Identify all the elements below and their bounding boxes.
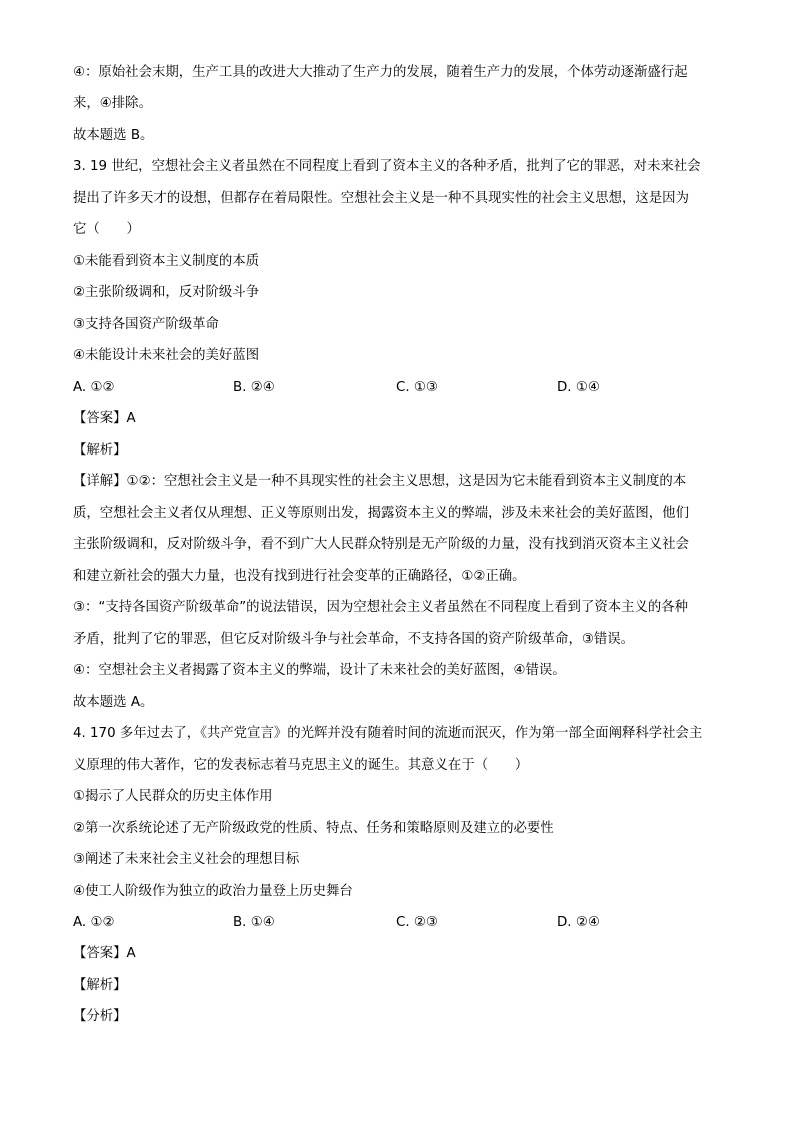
q4-answer: 【答案】A	[73, 946, 136, 961]
prev-conclusion: 故本题选 B。	[73, 128, 154, 143]
q4-statement-1: ①揭示了人民群众的历史主体作用	[73, 789, 273, 804]
q4-statement-2: ②第一次系统论述了无产阶级政党的性质、特点、任务和策略原则及建立的必要性	[73, 821, 554, 836]
q4-stem-line-2: 义原理的伟大著作，它的发表标志着马克思主义的诞生。其意义在于（ ）	[73, 758, 529, 773]
q4-analysis-heading: 【解析】	[73, 978, 127, 993]
q4-choice-b: B. ①④	[233, 915, 275, 930]
q3-choice-a: A. ①②	[73, 380, 115, 395]
q4-choice-a: A. ①②	[73, 915, 115, 930]
q4-choice-c: C. ②③	[396, 915, 438, 930]
q3-detail-line-6: 矛盾，批判了它的罪恶，但它反对阶级斗争与社会革命，不支持各国的资产阶级革命，③错误。	[73, 632, 635, 647]
q4-statement-3: ③阐述了未来社会主义社会的理想目标	[73, 852, 300, 867]
q3-stem-line-3: 它（ ）	[73, 222, 140, 237]
q3-stem-line-2: 提出了许多天才的设想，但都存在着局限性。空想社会主义是一种不具现实性的社会主义思想，这是因为	[73, 191, 689, 206]
prev-analysis-line-2: 来，④排除。	[73, 96, 152, 111]
q3-detail-line-1: 【详解】①②：空想社会主义是一种不具现实性的社会主义思想，这是因为它未能看到资本主义制度的本	[73, 474, 687, 489]
q3-detail-line-3: 主张阶级调和，反对阶级斗争，看不到广大人民群众特别是无产阶级的力量，没有找到消灭资本主义社会	[73, 537, 689, 552]
q3-detail-line-7: ④：空想社会主义者揭露了资本主义的弊端，设计了未来社会的美好蓝图，④错误。	[73, 663, 566, 678]
q3-statement-2: ②主张阶级调和，反对阶级斗争	[73, 285, 260, 300]
q3-analysis-heading: 【解析】	[73, 443, 127, 458]
q4-statement-4: ④使工人阶级作为独立的政治力量登上历史舞台	[73, 884, 353, 899]
q4-fenxi-heading: 【分析】	[73, 1009, 127, 1024]
q3-stem-line-1: 3. 19 世纪，空想社会主义者虽然在不同程度上看到了资本主义的各种矛盾，批判了它的罪恶，对未来社会	[73, 159, 701, 174]
q3-answer: 【答案】A	[73, 411, 136, 426]
q3-detail-line-4: 和建立新社会的强大力量，也没有找到进行社会变革的正确路径，①②正确。	[73, 569, 526, 584]
q3-choice-b: B. ②④	[233, 380, 275, 395]
q3-choice-d: D. ①④	[557, 380, 600, 395]
q4-stem-line-1: 4. 170 多年过去了，《共产党宣言》的光辉并没有随着时间的流逝而泯灭，作为第一部全面阐释科学社会主	[73, 726, 703, 741]
q4-choice-d: D. ②④	[557, 915, 600, 930]
q3-detail-line-2: 质，空想社会主义者仅从理想、正义等原则出发，揭露资本主义的弊端，涉及未来社会的美好蓝图，他们	[73, 506, 689, 521]
q3-statement-4: ④未能设计未来社会的美好蓝图	[73, 348, 260, 363]
prev-analysis-line-1: ④：原始社会末期，生产工具的改进大大推动了生产力的发展，随着生产力的发展，个体劳动逐渐盛行起	[73, 65, 688, 80]
q3-statement-3: ③支持各国资产阶级革命	[73, 317, 219, 332]
q3-conclusion: 故本题选 A。	[73, 695, 154, 710]
q3-choice-c: C. ①③	[396, 380, 438, 395]
q3-statement-1: ①未能看到资本主义制度的本质	[73, 254, 260, 269]
q3-detail-line-5: ③：“支持各国资产阶级革命”的说法错误，因为空想社会主义者虽然在不同程度上看到了资本主义的各种	[73, 600, 689, 615]
